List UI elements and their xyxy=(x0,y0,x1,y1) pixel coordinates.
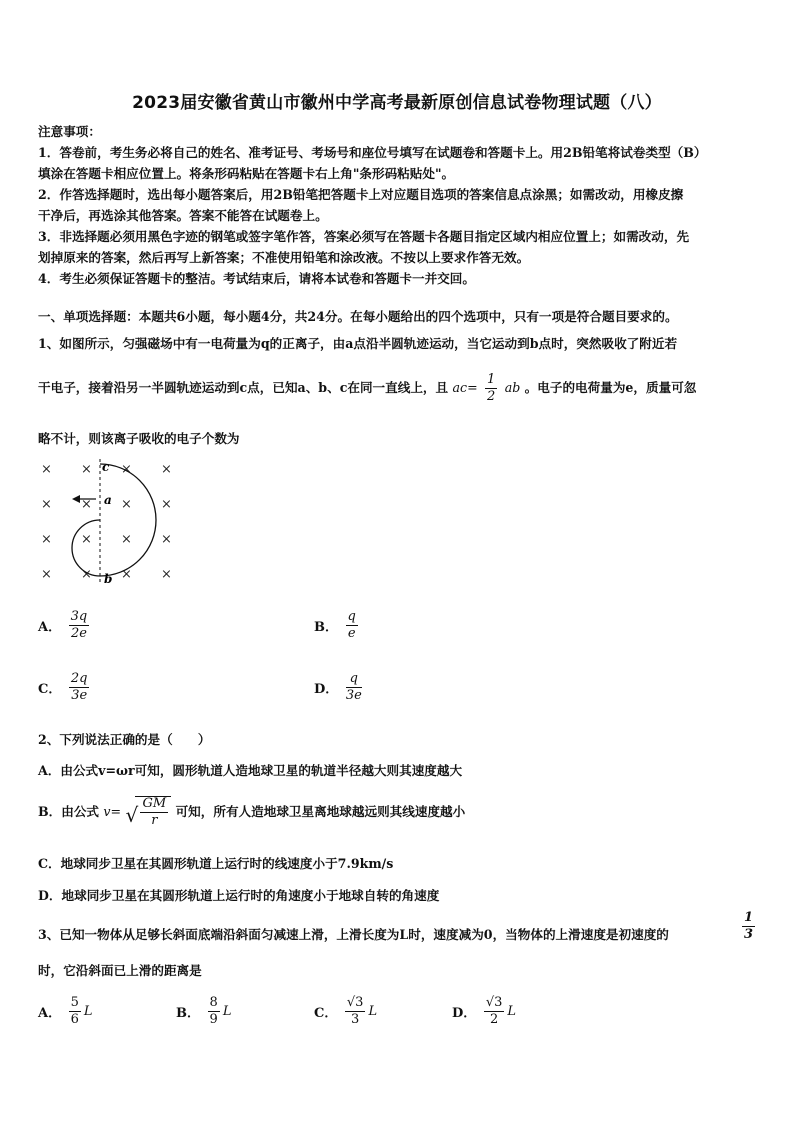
option-label: B． xyxy=(314,620,338,635)
field-cross: × xyxy=(41,462,52,477)
q1-line2-pre: 干电子，接着沿另一半圆轨迹运动到c点，已知a、b、c在同一直线上，且 xyxy=(38,380,449,395)
notice-line: 3．非选择题必须用黑色字迹的钢笔或签字笔作答，答案必须写在答题卡各题目指定区域内相应位置上；如需改动，先 xyxy=(38,229,690,244)
frac-den: e xyxy=(347,626,356,641)
q1-option-c xyxy=(38,671,92,704)
field-cross: × xyxy=(161,567,172,582)
q2-option-d: D．地球同步卫星在其圆形轨道上运行时的角速度小于地球自转的角速度 xyxy=(38,888,440,903)
q1-option-a xyxy=(38,609,92,642)
frac-num: q xyxy=(346,671,362,688)
radical-icon: √ xyxy=(125,803,139,827)
frac-den: 2e xyxy=(70,626,87,641)
field-cross: × xyxy=(161,462,172,477)
notice-line: 干净后，再选涂其他答案。答案不能答在试题卷上。 xyxy=(38,208,328,223)
option-b-post: 可知，所有人造地球卫星离地球越远则其线速度越小 xyxy=(175,804,466,819)
q3-stem-line2: 时，它沿斜面已上滑的距离是 xyxy=(38,963,202,978)
field-cross: × xyxy=(41,567,52,582)
notice-line: 划掉原来的答案，然后再写上新答案；不准使用铅笔和涂改液。不按以上要求作答无效。 xyxy=(38,250,530,265)
field-cross: × xyxy=(121,497,132,512)
q3-option-b xyxy=(176,995,231,1028)
q1-stem-line2 xyxy=(38,372,696,405)
option-tail: L xyxy=(507,1004,517,1019)
point-label-c: c xyxy=(102,460,110,474)
option-label: A． xyxy=(38,620,62,635)
q1-ab: ab xyxy=(504,380,521,395)
q2-option-b xyxy=(38,796,465,829)
q3-third-fraction xyxy=(742,910,755,943)
magnetic-field-figure xyxy=(30,455,190,590)
frac-num: √3 xyxy=(485,995,503,1010)
notice-line: 2．作答选择题时，选出每小题答案后，用2B铅笔把答题卡上对应题目选项的答案信息点涂黑；如需改动，用橡皮擦 xyxy=(38,187,684,202)
frac-num: 5 xyxy=(70,995,79,1010)
q1-option-b xyxy=(314,609,361,642)
point-label-a: a xyxy=(104,493,112,507)
large-semicircle-path xyxy=(100,464,156,576)
field-cross: × xyxy=(121,567,132,582)
frac-num: 1 xyxy=(487,372,496,387)
option-fraction xyxy=(208,995,220,1028)
q1-stem-line3: 略不计，则该离子吸收的电子个数为 xyxy=(38,431,240,446)
option-tail: L xyxy=(222,1004,232,1019)
frac-num: √3 xyxy=(346,995,364,1010)
point-label-b: b xyxy=(104,572,113,586)
frac-num: 8 xyxy=(209,995,218,1010)
option-fraction xyxy=(69,995,81,1028)
field-cross: × xyxy=(81,532,92,547)
option-label: D． xyxy=(452,1006,477,1021)
frac-num: GM xyxy=(142,796,167,811)
field-cross: × xyxy=(41,497,52,512)
arrow-head-icon xyxy=(72,495,80,503)
q1-line2-post: 。电子的电荷量为e，质量可忽 xyxy=(524,380,697,395)
frac-num: 1 xyxy=(744,910,754,925)
q3-option-a xyxy=(38,995,93,1028)
option-label: B． xyxy=(176,1006,200,1021)
section-heading: 一、单项选择题：本题共6小题，每小题4分，共24分。在每小题给出的四个选项中，只有一项是符合题目要求的。 xyxy=(38,309,678,324)
sqrt-formula xyxy=(125,796,171,829)
option-b-pre: B．由公式 xyxy=(38,804,100,819)
option-fraction xyxy=(346,609,358,642)
option-fraction xyxy=(484,995,505,1028)
option-label: A． xyxy=(38,1006,62,1021)
q3-stem-line1: 3、已知一物体从足够长斜面底端沿斜面匀减速上滑，上滑长度为L时，速度减为0，当物体的上滑速度是初速度的 xyxy=(38,927,669,942)
frac-den: 9 xyxy=(209,1012,218,1027)
radical-bar xyxy=(135,796,171,797)
frac-den: 2 xyxy=(489,1012,499,1027)
option-label: D． xyxy=(314,682,339,697)
q2-stem: 2、下列说法正确的是（ ） xyxy=(38,732,211,747)
option-tail: L xyxy=(83,1004,93,1019)
field-cross: × xyxy=(81,567,92,582)
field-cross: × xyxy=(41,532,52,547)
frac-num: q xyxy=(347,609,356,624)
notice-line: 4．考生必须保证答题卡的整洁。考试结束后，请将本试卷和答题卡一并交回。 xyxy=(38,271,475,286)
option-fraction xyxy=(69,671,90,704)
field-cross: × xyxy=(81,497,92,512)
frac-den: 3e xyxy=(345,688,362,703)
field-cross: × xyxy=(121,532,132,547)
frac-den: 3 xyxy=(351,1012,360,1027)
field-cross: × xyxy=(81,462,92,477)
frac-den: 6 xyxy=(70,1012,79,1027)
exam-title: 2023届安徽省黄山市徽州中学高考最新原创信息试卷物理试题（八） xyxy=(132,93,662,113)
q2-option-a: A．由公式v=ωr可知，圆形轨道人造地球卫星的轨道半径越大则其速度越大 xyxy=(38,763,463,778)
notice-heading: 注意事项： xyxy=(38,124,101,139)
field-cross: × xyxy=(161,497,172,512)
q1-option-d xyxy=(314,671,365,704)
q3-option-d xyxy=(452,995,516,1028)
option-label: C． xyxy=(38,682,62,697)
frac-den: 3e xyxy=(71,688,88,703)
frac-den: 2 xyxy=(487,389,496,404)
notice-line: 填涂在答题卡相应位置上。将条形码粘贴在答题卡右上角"条形码粘贴处"。 xyxy=(38,166,455,181)
frac-den: r xyxy=(151,813,158,828)
q1-half-fraction xyxy=(485,372,497,405)
option-fraction xyxy=(346,671,362,704)
frac-den: 3 xyxy=(744,927,754,942)
formula-v: v= xyxy=(103,804,122,819)
field-cross: × xyxy=(161,532,172,547)
q2-option-c: C．地球同步卫星在其圆形轨道上运行时的线速度小于7.9km/s xyxy=(38,856,394,871)
q1-ac: ac= xyxy=(452,380,478,395)
field-cross: × xyxy=(121,462,132,477)
option-fraction xyxy=(345,995,366,1028)
notice-line: 1．答卷前，考生务必将自己的姓名、准考证号、考场号和座位号填写在试题卷和答题卡上。用2B铅笔将试卷类型（B） xyxy=(38,145,707,160)
q1-stem-line1: 1、如图所示，匀强磁场中有一电荷量为q的正离子，由a点沿半圆轨迹运动，当它运动到b点时，突然吸收了附近若 xyxy=(38,336,678,351)
option-tail: L xyxy=(368,1004,378,1019)
formula-fraction xyxy=(140,796,168,829)
frac-num: 3q xyxy=(70,609,88,624)
option-fraction xyxy=(69,609,90,642)
q3-option-c xyxy=(314,995,377,1028)
frac-num: 2q xyxy=(70,671,88,686)
option-label: C． xyxy=(314,1006,338,1021)
